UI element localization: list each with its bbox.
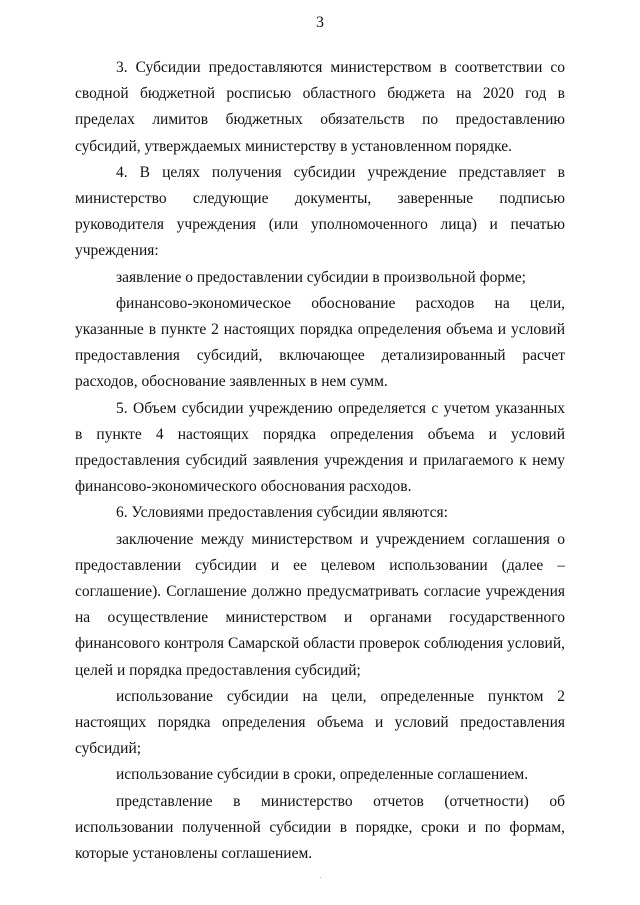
scan-speck [320, 877, 321, 878]
paragraph-6-conditions: 6. Условиями предоставления субсидии являются: [116, 504, 448, 522]
paragraph-3-budget-allocation: 3. Субсидии предоставляются министерством в соответствии со сводной бюджетной росписью областного бюджета на 2020 год в пределах лимитов бюджетных обязательств по предоставлению субсидий, утверждаемых министерству в установленном порядке. [75, 59, 565, 155]
condition-purpose-use: использование субсидии на цели, определенные пунктом 2 настоящих порядка определения объема и условий предоставления субсидий; [75, 687, 565, 758]
document-body [75, 55, 565, 867]
condition-deadline-use: использование субсидии в сроки, определенные соглашением. [116, 766, 529, 784]
page-number: 3 [316, 14, 324, 31]
paragraph-4-required-documents: 4. В целях получения субсидии учреждение представляет в министерство следующие документы, заверенные подписью руководителя учреждения (или уполномоченного лица) и печатью учреждения: [75, 163, 565, 260]
list-item-financial-justification: финансово-экономическое обоснование расходов на цели, указанные в пункте 2 настоящих порядка определения объема и условий предоставления субсидий, включающее детализированный расчет расходов, обоснование заявленных в нем сумм. [75, 294, 565, 391]
list-item-application: заявление о предоставлении субсидии в произвольной форме; [116, 268, 526, 286]
paragraph-5-subsidy-amount: 5. Объем субсидии учреждению определяется с учетом указанных в пункте 4 настоящих порядка определения объема и условий предоставления субсидий заявления учреждения и прилагаемого к нему финансово-экономического обоснования расходов. [75, 399, 565, 496]
condition-agreement: заключение между министерством и учреждением соглашения о предоставлении субсидии и ее целевом использовании (далее – соглашение). Соглашение должно предусматривать согласие учреждения на осуществление министерством и органами государственного финансового контроля Самарской области проверок соблюдения условий, целей и порядка предоставления субсидий; [75, 530, 565, 679]
condition-reporting: представление в министерство отчетов (отчетности) об использовании полученной субсидии в порядке, сроки и по формам, которые установлены соглашением. [75, 792, 565, 863]
